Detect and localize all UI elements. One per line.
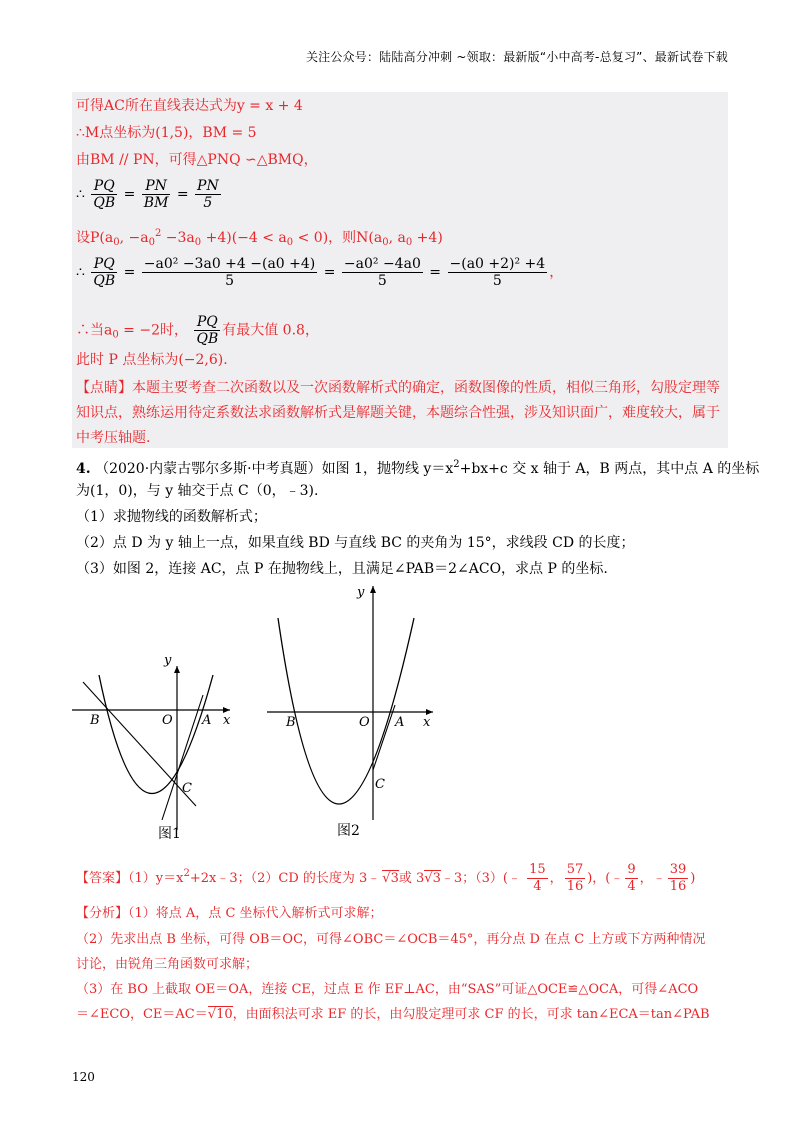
text: +2x﹣3；（2）CD 的长度为 3﹣ bbox=[189, 871, 381, 886]
fraction bbox=[625, 862, 637, 895]
text: ， bbox=[549, 264, 564, 281]
text: 设P(a bbox=[76, 230, 114, 246]
fraction-numerator: −a0² −4a0 bbox=[343, 256, 421, 272]
fraction bbox=[91, 256, 117, 289]
solution-line-2: ∴M点坐标为(1,5)，BM = 5 bbox=[76, 125, 257, 141]
label-b: B bbox=[90, 713, 100, 728]
label-a: A bbox=[395, 715, 405, 730]
text: +4)(−4 < a bbox=[201, 230, 287, 246]
label-c: C bbox=[375, 777, 385, 792]
solution-line-3: 由BM // PN，可得△PNQ ∽△BMQ， bbox=[76, 152, 318, 168]
fraction bbox=[195, 178, 221, 211]
subscript: 0 bbox=[112, 329, 119, 341]
solution-line-7 bbox=[76, 314, 319, 347]
radicand: 10 bbox=[216, 1007, 233, 1022]
comment-line-1: 【点睛】本题主要考查二次函数以及一次函数解析式的确定，函数图像的性质，相似三角形，勾股定理等 bbox=[76, 380, 720, 396]
text: （2020·内蒙古鄂尔多斯·中考真题）如图 1，抛物线 y＝x bbox=[95, 461, 454, 477]
fraction-denominator: 16 bbox=[669, 879, 687, 894]
text: )，(﹣ bbox=[587, 871, 624, 886]
figure-1-caption: 图1 bbox=[158, 826, 181, 842]
fraction bbox=[668, 862, 689, 895]
solution-line-1: 可得AC所在直线表达式为y = x + 4 bbox=[76, 98, 303, 114]
subscript: 0 bbox=[113, 237, 120, 248]
subscript: 0 bbox=[382, 237, 389, 248]
fraction bbox=[194, 314, 220, 347]
parabola bbox=[99, 675, 213, 794]
label-c: C bbox=[182, 781, 192, 796]
subscript: 0 bbox=[194, 237, 202, 248]
label-x: x bbox=[223, 713, 231, 728]
figure-2 bbox=[267, 585, 433, 839]
fraction bbox=[565, 862, 586, 895]
fraction-denominator: 5 bbox=[492, 273, 502, 289]
figure-2-caption: 图2 bbox=[337, 823, 360, 839]
subscript: 0 bbox=[148, 237, 155, 248]
fraction-denominator: 5 bbox=[225, 273, 234, 289]
label-o: O bbox=[359, 715, 370, 730]
fraction-denominator: 5 bbox=[377, 273, 387, 289]
fraction-denominator: 4 bbox=[627, 879, 636, 894]
fraction-numerator: PQ bbox=[91, 178, 117, 195]
fraction-denominator: QB bbox=[196, 331, 219, 347]
label-b: B bbox=[286, 715, 296, 730]
parabola bbox=[278, 618, 414, 804]
question-part-2: （2）点 D 为 y 轴上一点，如果直线 BD 与直线 BC 的夹角为 15°，求线段 CD 的长度； bbox=[76, 535, 635, 551]
subscript: 0 bbox=[286, 237, 294, 248]
label-a: A bbox=[202, 713, 212, 728]
equals: = bbox=[176, 186, 189, 203]
fraction-numerator: 57 bbox=[566, 862, 584, 877]
fraction bbox=[342, 256, 423, 289]
fraction-denominator: QB bbox=[93, 195, 116, 211]
label-o: O bbox=[162, 713, 173, 728]
text: +4) bbox=[412, 230, 443, 246]
fraction bbox=[142, 256, 317, 289]
text: ，﹣ bbox=[639, 871, 666, 886]
answer-label: 【答案】 bbox=[76, 871, 129, 886]
solution-line-8: 此时 P 点坐标为(−2,6). bbox=[76, 352, 228, 368]
text: （1）将点 A，点 C 坐标代入解析式可求解； bbox=[128, 906, 383, 921]
text: （1）y＝x bbox=[128, 871, 184, 886]
text: ＝∠ECO，CE＝AC＝ bbox=[76, 1007, 208, 1022]
fraction-numerator: −a0² −3a0 +4 −(a0 +4) bbox=[143, 256, 316, 272]
answer-line: 【答案】$(1)y=x^2+2x﹣3$；（2）CD 的长度为 3﹣ √3或 3√3﹣3；（3）(﹣ $\frac{15}{4}$ ， $\frac{57}{16}$ )，(﹣ $\frac{9}{4}$ ，﹣ $\frac{39}{16}$ ) bbox=[76, 862, 696, 894]
text: < 0)，则N(a bbox=[293, 230, 383, 246]
comment-line-2: 知识点，熟练运用待定系数法求函数解析式是解题关键，本题综合性强，涉及知识面广，难度较大，属于 bbox=[76, 405, 720, 421]
superscript: 2 bbox=[453, 459, 460, 470]
fraction-numerator: PQ bbox=[194, 314, 220, 331]
therefore-symbol: ∴ bbox=[76, 264, 85, 281]
comment-line-3: 中考压轴题. bbox=[76, 430, 151, 446]
equals: = bbox=[123, 186, 136, 203]
analysis-line-4: （3）在 BO 上截取 OE＝OA，连接 CE，过点 E 作 EF⊥AC，由“SAS”可证△OCE≌△OCA，可得∠ACO bbox=[76, 982, 699, 997]
solution-line-4 bbox=[76, 178, 223, 211]
fraction bbox=[142, 178, 171, 211]
question-part-3: （3）如图 2，连接 AC，点 P 在抛物线上，且满足∠PAB＝2∠ACO，求点 P 的坐标. bbox=[76, 561, 608, 577]
label-x: x bbox=[423, 715, 431, 730]
text: −3a bbox=[161, 230, 195, 246]
text: ，由面积法可求 EF 的长，由勾股定理可求 CF 的长，可求 tan∠ECA＝tan∠PAB bbox=[232, 1007, 710, 1022]
fraction bbox=[527, 862, 548, 895]
text: 有最大值 0.8， bbox=[222, 322, 319, 339]
fraction-numerator: PN bbox=[142, 178, 171, 195]
fraction-numerator: 39 bbox=[669, 862, 687, 877]
text: +bx+c 交 x 轴于 A，B 两点，其中点 A 的坐标 bbox=[459, 461, 760, 477]
subscript: 0 bbox=[405, 237, 413, 248]
text: ∴当a bbox=[76, 322, 113, 339]
analysis-line-5: ＝∠ECO，CE＝AC＝√10，由面积法可求 EF 的长，由勾股定理可求 CF 的长，可求 tan∠ECA＝tan∠PAB bbox=[76, 1007, 710, 1022]
fraction-denominator: BM bbox=[143, 195, 169, 211]
label-y: y bbox=[357, 585, 365, 600]
question-part-1: （1）求抛物线的函数解析式； bbox=[76, 509, 267, 525]
page-number: 120 bbox=[72, 1070, 95, 1084]
superscript: 2 bbox=[154, 228, 162, 239]
fraction bbox=[91, 178, 117, 211]
radicand: 3 bbox=[432, 871, 441, 886]
page-header: 关注公众号：陆陆高分冲刺 ~领取：最新版“小中高考-总复习”、最新试卷下载 bbox=[305, 50, 728, 64]
line-ac bbox=[373, 705, 395, 770]
analysis-line-3: 讨论，由锐角三角函数可求解； bbox=[76, 957, 259, 972]
fraction bbox=[448, 256, 548, 289]
text: 或 3 bbox=[398, 871, 425, 886]
analysis-line-1 bbox=[76, 904, 383, 924]
fraction-denominator: 5 bbox=[203, 195, 213, 211]
fraction-denominator: QB bbox=[93, 273, 116, 289]
question-number: 4. bbox=[76, 461, 91, 477]
figures-diagram bbox=[60, 580, 460, 850]
analysis-label: 【分析】 bbox=[76, 906, 129, 921]
fraction-numerator: 15 bbox=[529, 862, 546, 877]
text: , −a bbox=[119, 230, 149, 246]
text: , a bbox=[388, 230, 406, 246]
fraction-numerator: PN bbox=[197, 178, 219, 194]
radicand: 3 bbox=[390, 871, 399, 886]
figure-1 bbox=[72, 653, 231, 842]
text: ) bbox=[690, 871, 696, 886]
fraction-denominator: 16 bbox=[566, 879, 584, 894]
fraction-numerator: 9 bbox=[627, 862, 636, 877]
label-y: y bbox=[164, 653, 172, 668]
solution-line-6: ∴ $\frac{PQ}{QB}$ = $\frac{\text{−a0² −3a0 +4 −(a0 +4)}}{5}$ = $\frac{\text{−a0² −4a0}}{5}$ = $\frac{\text{−(a0 +2)² +4}}{5}$ ， bbox=[76, 256, 564, 289]
fraction-denominator: 4 bbox=[533, 879, 542, 894]
y-axis-arrow bbox=[370, 586, 376, 593]
fraction-numerator: PQ bbox=[91, 256, 117, 273]
y-axis-arrow bbox=[174, 666, 180, 673]
text: = −2时， bbox=[118, 322, 189, 339]
text: ﹣3；（3）(﹣ bbox=[440, 871, 521, 886]
text: ， bbox=[549, 871, 563, 886]
solution-line-5 bbox=[76, 224, 443, 253]
analysis-line-2: （2）先求出点 B 坐标，可得 OB＝OC，可得∠OBC＝∠OCB＝45°，再分点 D 在点 C 上方或下方两种情况 bbox=[76, 932, 706, 947]
question-line-2: 为(1，0)，与 y 轴交于点 C（0，﹣3). bbox=[76, 483, 319, 499]
superscript: 2 bbox=[183, 868, 190, 879]
therefore-symbol: ∴ bbox=[76, 186, 85, 203]
fraction-numerator: −(a0 +2)² +4 bbox=[449, 256, 546, 272]
